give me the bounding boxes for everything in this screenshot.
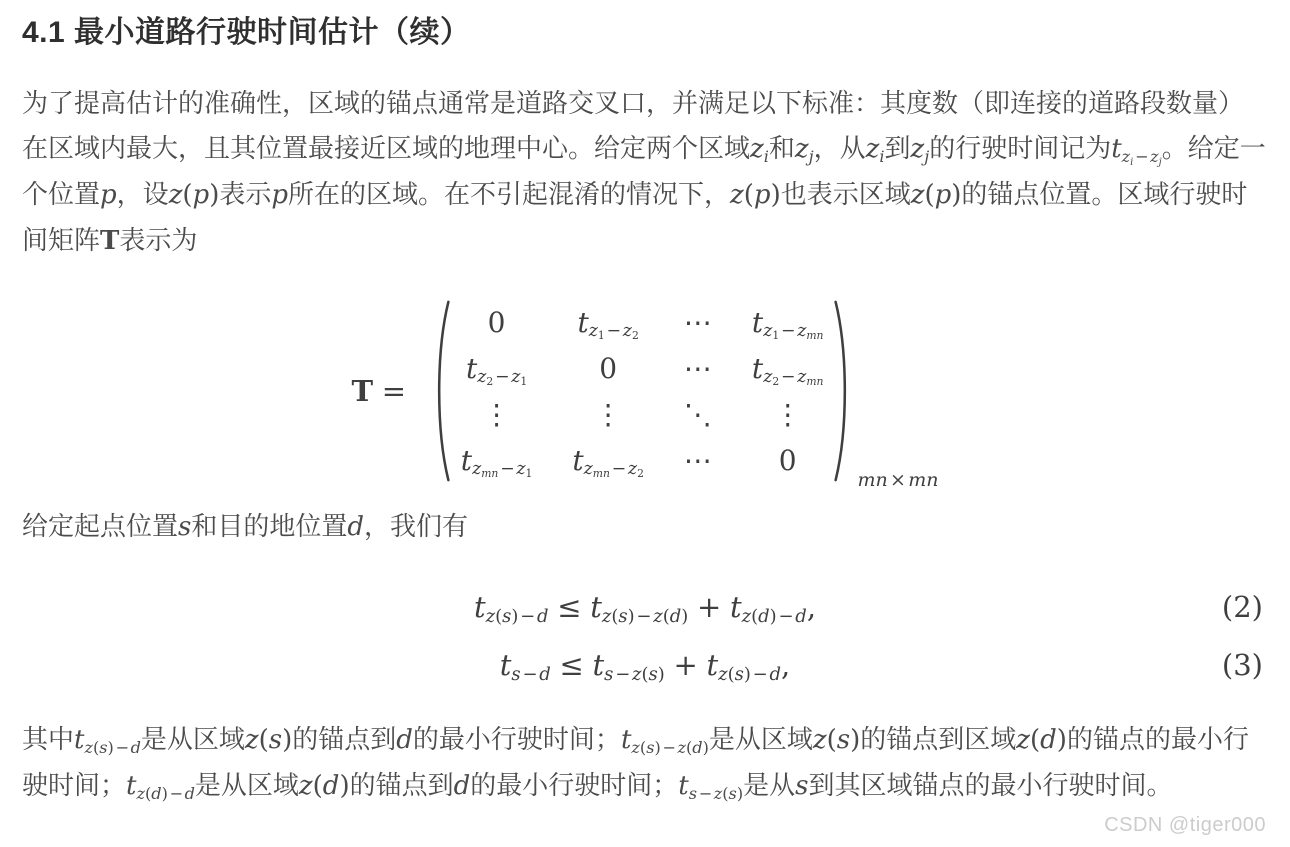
matrix-cell: $t_{z_1-z_2}$ <box>577 305 639 343</box>
equation-3-label: (3) <box>1221 648 1263 682</box>
matrix-cell: $t_{z_2-z_1}$ <box>465 351 528 389</box>
paragraph-conclusion: 其中$t_{z(s)-d}$是从区域z(s)的锚点到d的最小行驶时间；$t_{z(s)-z(d)}$是从区域z(s)的锚点到区域z(d)的锚点的最小行驶时间；$t_{z(d)-d}$是从区域z(d)的锚点到d的最小行驶时间；$t_{s-z(s)}$是从s到其区域锚点的最小行驶时间。 <box>22 724 1249 803</box>
matrix-cell: 0 <box>487 305 506 339</box>
matrix-cell: ⋮ <box>482 397 511 431</box>
matrix-dimension-subscript: mn × mn <box>857 469 939 491</box>
matrix-grid <box>453 305 832 481</box>
csdn-watermark: CSDN @tiger000 <box>1104 814 1266 836</box>
equation-3-math: $t_{s-d} \le t_{s-z(s)} + t_{z(s)-d}$, <box>499 647 791 685</box>
paragraph-anchor-definition: 为了提高估计的准确性，区域的锚点通常是道路交叉口，并满足以下标准：其度数（即连接的道路段数量）在区域内最大，且其位置最接近区域的地理中心。给定两个区域$z_i$和$z_j$，从$z_i$到$z_j$的行驶时间记为$t_{z_i-z_j}$。给定一个位置p，设z(p)表示p所在的区域。在不引起混淆的情况下，z(p)也表示区域z(p)的锚点位置。区域行驶时间矩阵T表示为 <box>22 88 1266 256</box>
equation-2-math: $t_{z(s)-d} \le t_{z(s)-z(d)} + t_{z(d)-d}$, <box>473 589 817 627</box>
matrix-cell: $t_{z_{mn}-z_2}$ <box>572 443 644 481</box>
matrix-cell: $t_{z_2-z_{mn}}$ <box>751 351 824 389</box>
matrix-cell: 0 <box>599 351 618 385</box>
matrix-left-paren <box>431 298 453 484</box>
travel-time-matrix-equation <box>22 296 1268 491</box>
equation-3 <box>22 636 1268 694</box>
equations-block <box>22 578 1268 694</box>
matrix-cell: ⋯ <box>683 351 712 385</box>
matrix-cell: $t_{z_{mn}-z_1}$ <box>460 443 533 481</box>
matrix-lhs: T = <box>351 374 407 408</box>
matrix-cell: 0 <box>778 443 797 477</box>
matrix-cell: ⋱ <box>683 397 712 431</box>
section-heading: 4.1 最小道路行驶时间估计（续） <box>22 16 471 49</box>
matrix-right-paren <box>831 298 853 484</box>
equation-2-label: (2) <box>1221 590 1263 624</box>
paragraph-equation-intro: 给定起点位置s和目的地位置d，我们有 <box>22 511 469 542</box>
equation-2 <box>22 578 1268 636</box>
matrix-cell: $t_{z_1-z_{mn}}$ <box>751 305 824 343</box>
matrix-cell: ⋮ <box>594 397 623 431</box>
matrix-cell: ⋯ <box>683 305 712 339</box>
matrix-cell: ⋯ <box>683 443 712 477</box>
matrix-cell: ⋮ <box>773 397 802 431</box>
